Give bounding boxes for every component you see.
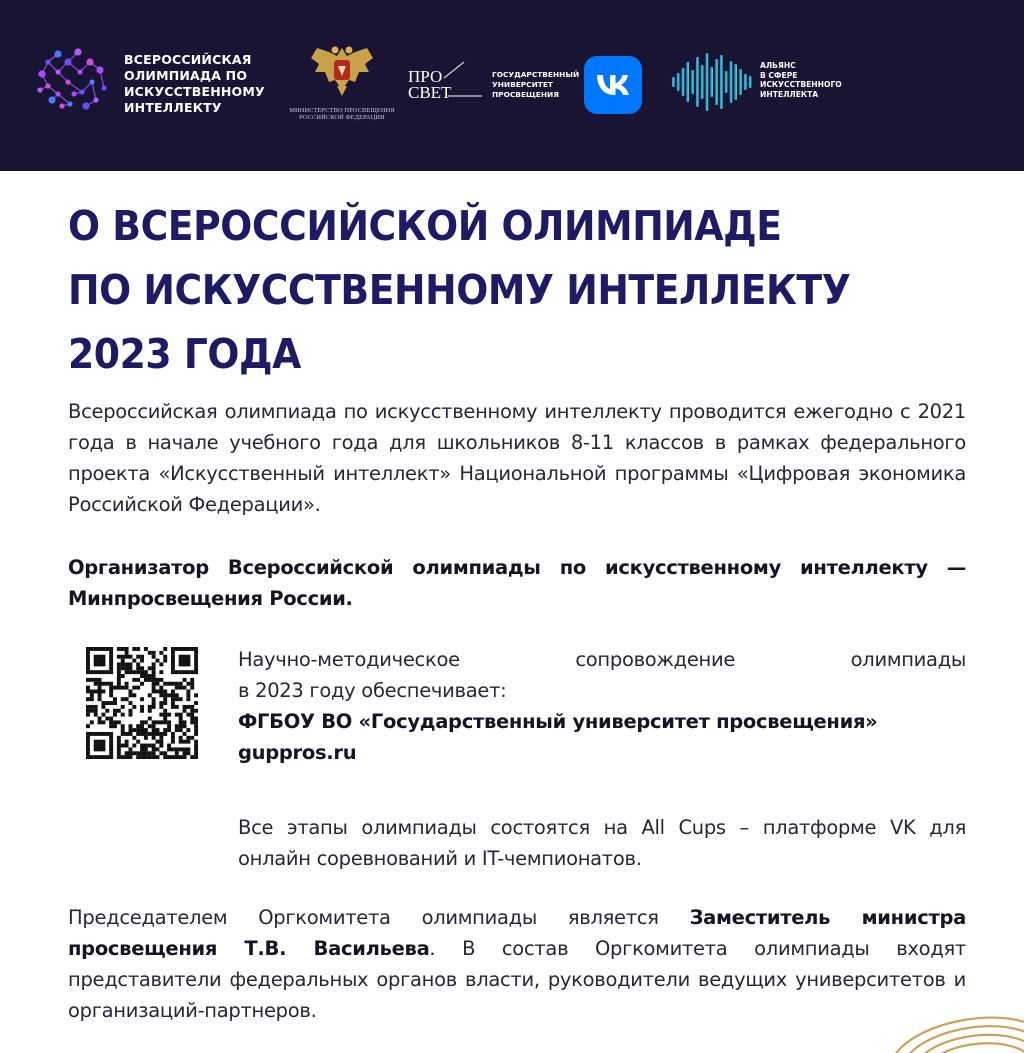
prosvet-word-2: СВЕТ <box>408 83 452 102</box>
page-title <box>68 194 896 386</box>
university-logo-text <box>492 70 579 100</box>
alliance-line: В СФЕРЕ <box>760 70 798 80</box>
university-line: ПРОСВЕЩЕНИЯ <box>492 90 559 99</box>
scientific-line-1 <box>238 644 966 675</box>
chair-text-before: Председателем Оргкомитета олимпиады является <box>68 906 690 929</box>
alliance-line: ИНТЕЛЛЕКТА <box>760 89 819 99</box>
organizer-paragraph: Организатор Всероссийской олимпиады по искусственному интеллекту — Минпросвещения России. <box>68 556 966 610</box>
olympiad-logo-line: ВСЕРОССИЙСКАЯ <box>124 52 252 67</box>
prosvet-word-1: ПРО <box>408 67 443 86</box>
qr-code-icon <box>86 647 198 759</box>
prosvet-slash-icon <box>408 62 488 102</box>
university-name: ФГБОУ ВО «Государственный университет просвещения» <box>238 710 878 733</box>
committee-chair-paragraph <box>68 902 966 1026</box>
university-site-link[interactable]: guppros.ru <box>238 741 357 764</box>
chair-name: Заместитель министра просвещения Т.В. Васильева <box>68 906 966 960</box>
vk-logo <box>584 56 642 114</box>
scientific-support-block <box>238 644 966 768</box>
ministry-caption <box>284 107 400 121</box>
university-logo <box>408 62 578 112</box>
ministry-caption-line: МИНИСТЕРСТВО ПРОСВЕЩЕНИЯ <box>289 107 395 114</box>
alliance-logo <box>670 50 870 114</box>
olympiad-logo-line: ИНТЕЛЛЕКТУ <box>124 100 222 115</box>
scientific-word: Научно-методическое <box>238 648 460 671</box>
scientific-word: сопровождение <box>575 648 736 671</box>
olympiad-logo-line: ИСКУССТВЕННОМУ <box>124 84 265 99</box>
intro-paragraph: Всероссийская олимпиада по искусственному интеллекту проводится ежегодно с 2021 года в начале учебного года для школьников 8-11 классов в рамках федерального проекта «Искусственный интеллект» Национальной программы «Цифровая экономика Российской Федерации». <box>68 400 966 516</box>
title-line-1: О ВСЕРОССИЙСКОЙ ОЛИМПИАДЕ <box>68 202 782 250</box>
university-line: УНИВЕРСИТЕТ <box>492 80 553 89</box>
university-line: ГОСУДАРСТВЕННЫЙ <box>492 70 580 79</box>
ministry-logo <box>284 42 400 132</box>
scientific-line-2: в 2023 году обеспечивает: <box>238 679 507 702</box>
olympiad-logo-text <box>124 52 265 116</box>
title-line-3: 2023 ГОДА <box>68 330 301 378</box>
olympiad-logo-line: ОЛИМПИАДА ПО <box>124 68 248 83</box>
platform-paragraph: Все этапы олимпиады состоятся на All Cups – платформе VK для онлайн соревнований и IT-чемпионатов. <box>238 816 966 870</box>
header-banner <box>0 0 1024 171</box>
chair-text-after: . В состав Оргкомитета олимпиады входят представители федеральных органов власти, руководители ведущих университетов и организаций-партнеров. <box>68 937 966 1022</box>
vk-logo-icon <box>584 56 642 114</box>
alliance-waveform-icon <box>670 50 756 114</box>
alliance-line: АЛЬЯНС <box>760 61 796 70</box>
alliance-line: ИСКУССТВЕННОГО <box>760 80 842 90</box>
title-line-2: ПО ИСКУССТВЕННОМУ ИНТЕЛЛЕКТУ <box>68 266 851 314</box>
olympiad-logo <box>34 44 274 114</box>
ministry-emblem-icon <box>307 42 377 100</box>
olympiad-network-logo-icon <box>34 44 114 114</box>
alliance-logo-text <box>760 61 842 99</box>
gold-arcs-decoration-icon <box>890 1000 1024 1053</box>
scientific-word: олимпиады <box>850 648 966 671</box>
ministry-caption-line: РОССИЙСКОЙ ФЕДЕРАЦИИ <box>299 114 385 121</box>
